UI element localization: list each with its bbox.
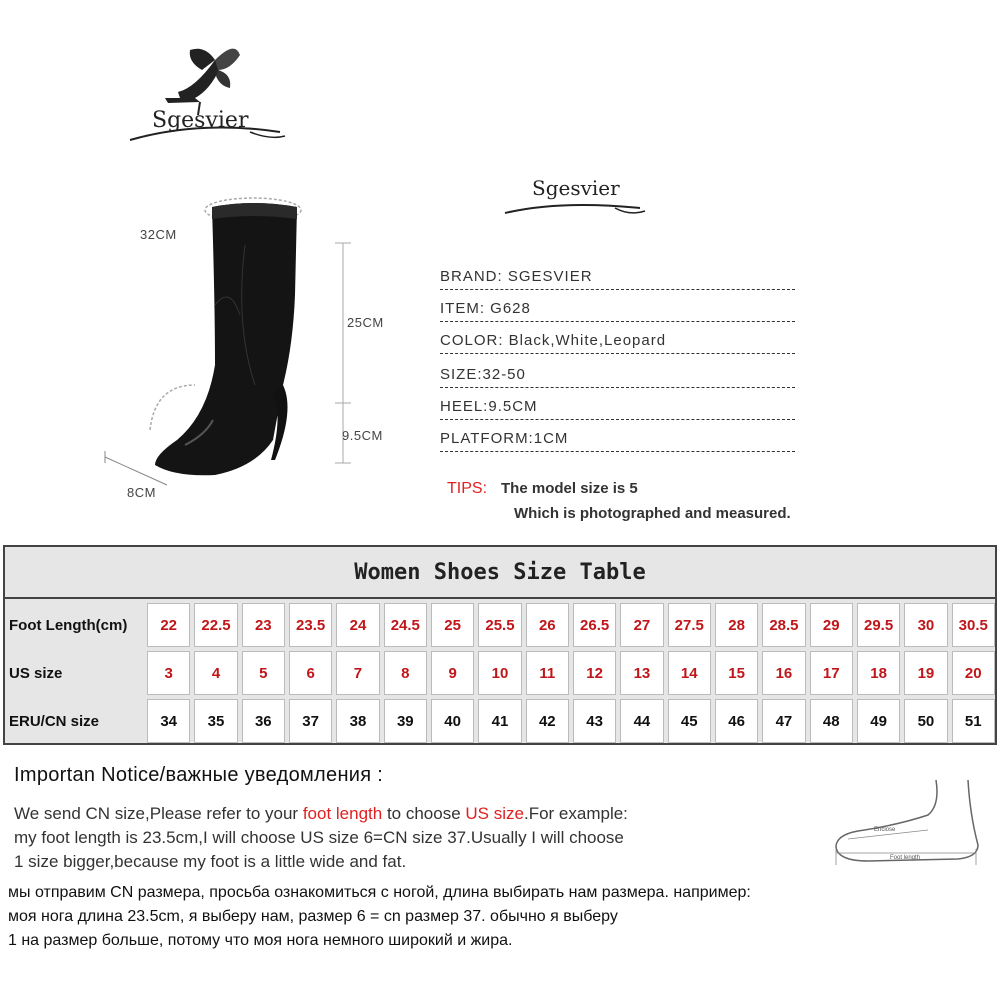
dim-top-label: 32CM — [140, 227, 177, 242]
table-cell: 28 — [715, 603, 758, 647]
table-cell: 22.5 — [194, 603, 237, 647]
table-row — [5, 697, 995, 745]
table-cell: 45 — [668, 699, 711, 743]
table-cell: 14 — [668, 651, 711, 695]
table-cell: 39 — [384, 699, 427, 743]
tips-line2: Which is photographed and measured. — [514, 505, 791, 522]
table-cell: 20 — [952, 651, 995, 695]
table-cell: 27 — [620, 603, 663, 647]
table-cell: 50 — [904, 699, 947, 743]
table-cell: 5 — [242, 651, 285, 695]
table-cell: 29.5 — [857, 603, 900, 647]
table-cell: 7 — [336, 651, 379, 695]
spec-platform: PLATFORM:1CM — [440, 428, 795, 452]
table-cell: 34 — [147, 699, 190, 743]
notice-ru-line3: 1 на размер больше, потому что моя нога немного широкий и жира. — [8, 932, 513, 949]
spec-color: COLOR: Black,White,Leopard — [440, 330, 795, 354]
table-cell: 18 — [857, 651, 900, 695]
table-cell: 41 — [478, 699, 521, 743]
brand-logo-mid — [500, 168, 650, 223]
table-cell: 4 — [194, 651, 237, 695]
foot-diagram — [828, 775, 983, 870]
spec-item: ITEM: G628 — [440, 298, 795, 322]
table-cell: 26.5 — [573, 603, 616, 647]
notice-en-line3: 1 size bigger,because my foot is a little wide and fat. — [14, 852, 407, 871]
table-cell: 10 — [478, 651, 521, 695]
table-cell: 22 — [147, 603, 190, 647]
table-cell: 44 — [620, 699, 663, 743]
table-cell: 11 — [526, 651, 569, 695]
table-cell: 51 — [952, 699, 995, 743]
table-row-header: ERU/CN size — [9, 712, 100, 730]
table-cell: 40 — [431, 699, 474, 743]
table-cell: 30 — [904, 603, 947, 647]
notice-en-line1: We send CN size,Please refer to your foot length to choose US size.For example: — [14, 804, 628, 823]
table-cell: 35 — [194, 699, 237, 743]
dim-base-label: 8CM — [127, 485, 156, 500]
brand-name: Sgesvier — [152, 108, 249, 133]
table-cell: 30.5 — [952, 603, 995, 647]
table-row-header: US size — [9, 664, 63, 682]
tips-line1: The model size is 5 — [501, 480, 638, 497]
table-cell: 48 — [810, 699, 853, 743]
table-cell: 37 — [289, 699, 332, 743]
table-cell: 24.5 — [384, 603, 427, 647]
table-cell: 28.5 — [762, 603, 805, 647]
table-cell: 46 — [715, 699, 758, 743]
table-row-header: Foot Length(cm) — [9, 616, 128, 634]
size-table — [3, 545, 997, 745]
tips-label: TIPS: — [447, 480, 488, 497]
table-row — [5, 601, 995, 649]
table-cell: 26 — [526, 603, 569, 647]
table-cell: 25 — [431, 603, 474, 647]
table-cell: 23.5 — [289, 603, 332, 647]
boot-illustration — [95, 185, 415, 505]
dim-heel-label: 9.5CM — [342, 428, 383, 443]
dim-shaft-label: 25CM — [347, 315, 384, 330]
table-row — [5, 649, 995, 697]
table-cell: 13 — [620, 651, 663, 695]
table-cell: 12 — [573, 651, 616, 695]
spec-brand: BRAND: SGESVIER — [440, 266, 795, 290]
table-cell: 19 — [904, 651, 947, 695]
foot-enclose-label: Enclose — [874, 827, 896, 833]
notice-en-line2: my foot length is 23.5cm,I will choose US size 6=CN size 37.Usually I will choose — [14, 828, 624, 847]
size-table-title: Women Shoes Size Table — [5, 547, 995, 599]
table-cell: 24 — [336, 603, 379, 647]
tips — [447, 480, 638, 498]
table-cell: 16 — [762, 651, 805, 695]
brand-logo-top — [120, 40, 290, 150]
notice-ru-line2: моя нога длина 23.5cm, я выберу нам, размер 6 = cn размер 37. обычно я выберу — [8, 908, 618, 925]
spec-size: SIZE:32-50 — [440, 364, 795, 388]
spec-heel: HEEL:9.5CM — [440, 396, 795, 420]
notice-ru-line1: мы отправим CN размера, просьба ознакомиться с ногой, длина выбирать нам размера. например: — [8, 884, 751, 901]
table-cell: 42 — [526, 699, 569, 743]
table-cell: 36 — [242, 699, 285, 743]
notice-title: Importan Notice/важные уведомления : — [14, 764, 384, 786]
high-heel-butterfly-icon — [120, 40, 290, 150]
table-cell: 23 — [242, 603, 285, 647]
table-cell: 27.5 — [668, 603, 711, 647]
table-cell: 47 — [762, 699, 805, 743]
table-cell: 43 — [573, 699, 616, 743]
foot-length-label: Foot length — [890, 855, 921, 861]
table-cell: 17 — [810, 651, 853, 695]
table-cell: 38 — [336, 699, 379, 743]
table-cell: 25.5 — [478, 603, 521, 647]
table-cell: 9 — [431, 651, 474, 695]
table-cell: 15 — [715, 651, 758, 695]
table-cell: 29 — [810, 603, 853, 647]
table-cell: 3 — [147, 651, 190, 695]
brand-name-mid: Sgesvier — [532, 176, 620, 200]
table-cell: 49 — [857, 699, 900, 743]
table-cell: 8 — [384, 651, 427, 695]
table-cell: 6 — [289, 651, 332, 695]
